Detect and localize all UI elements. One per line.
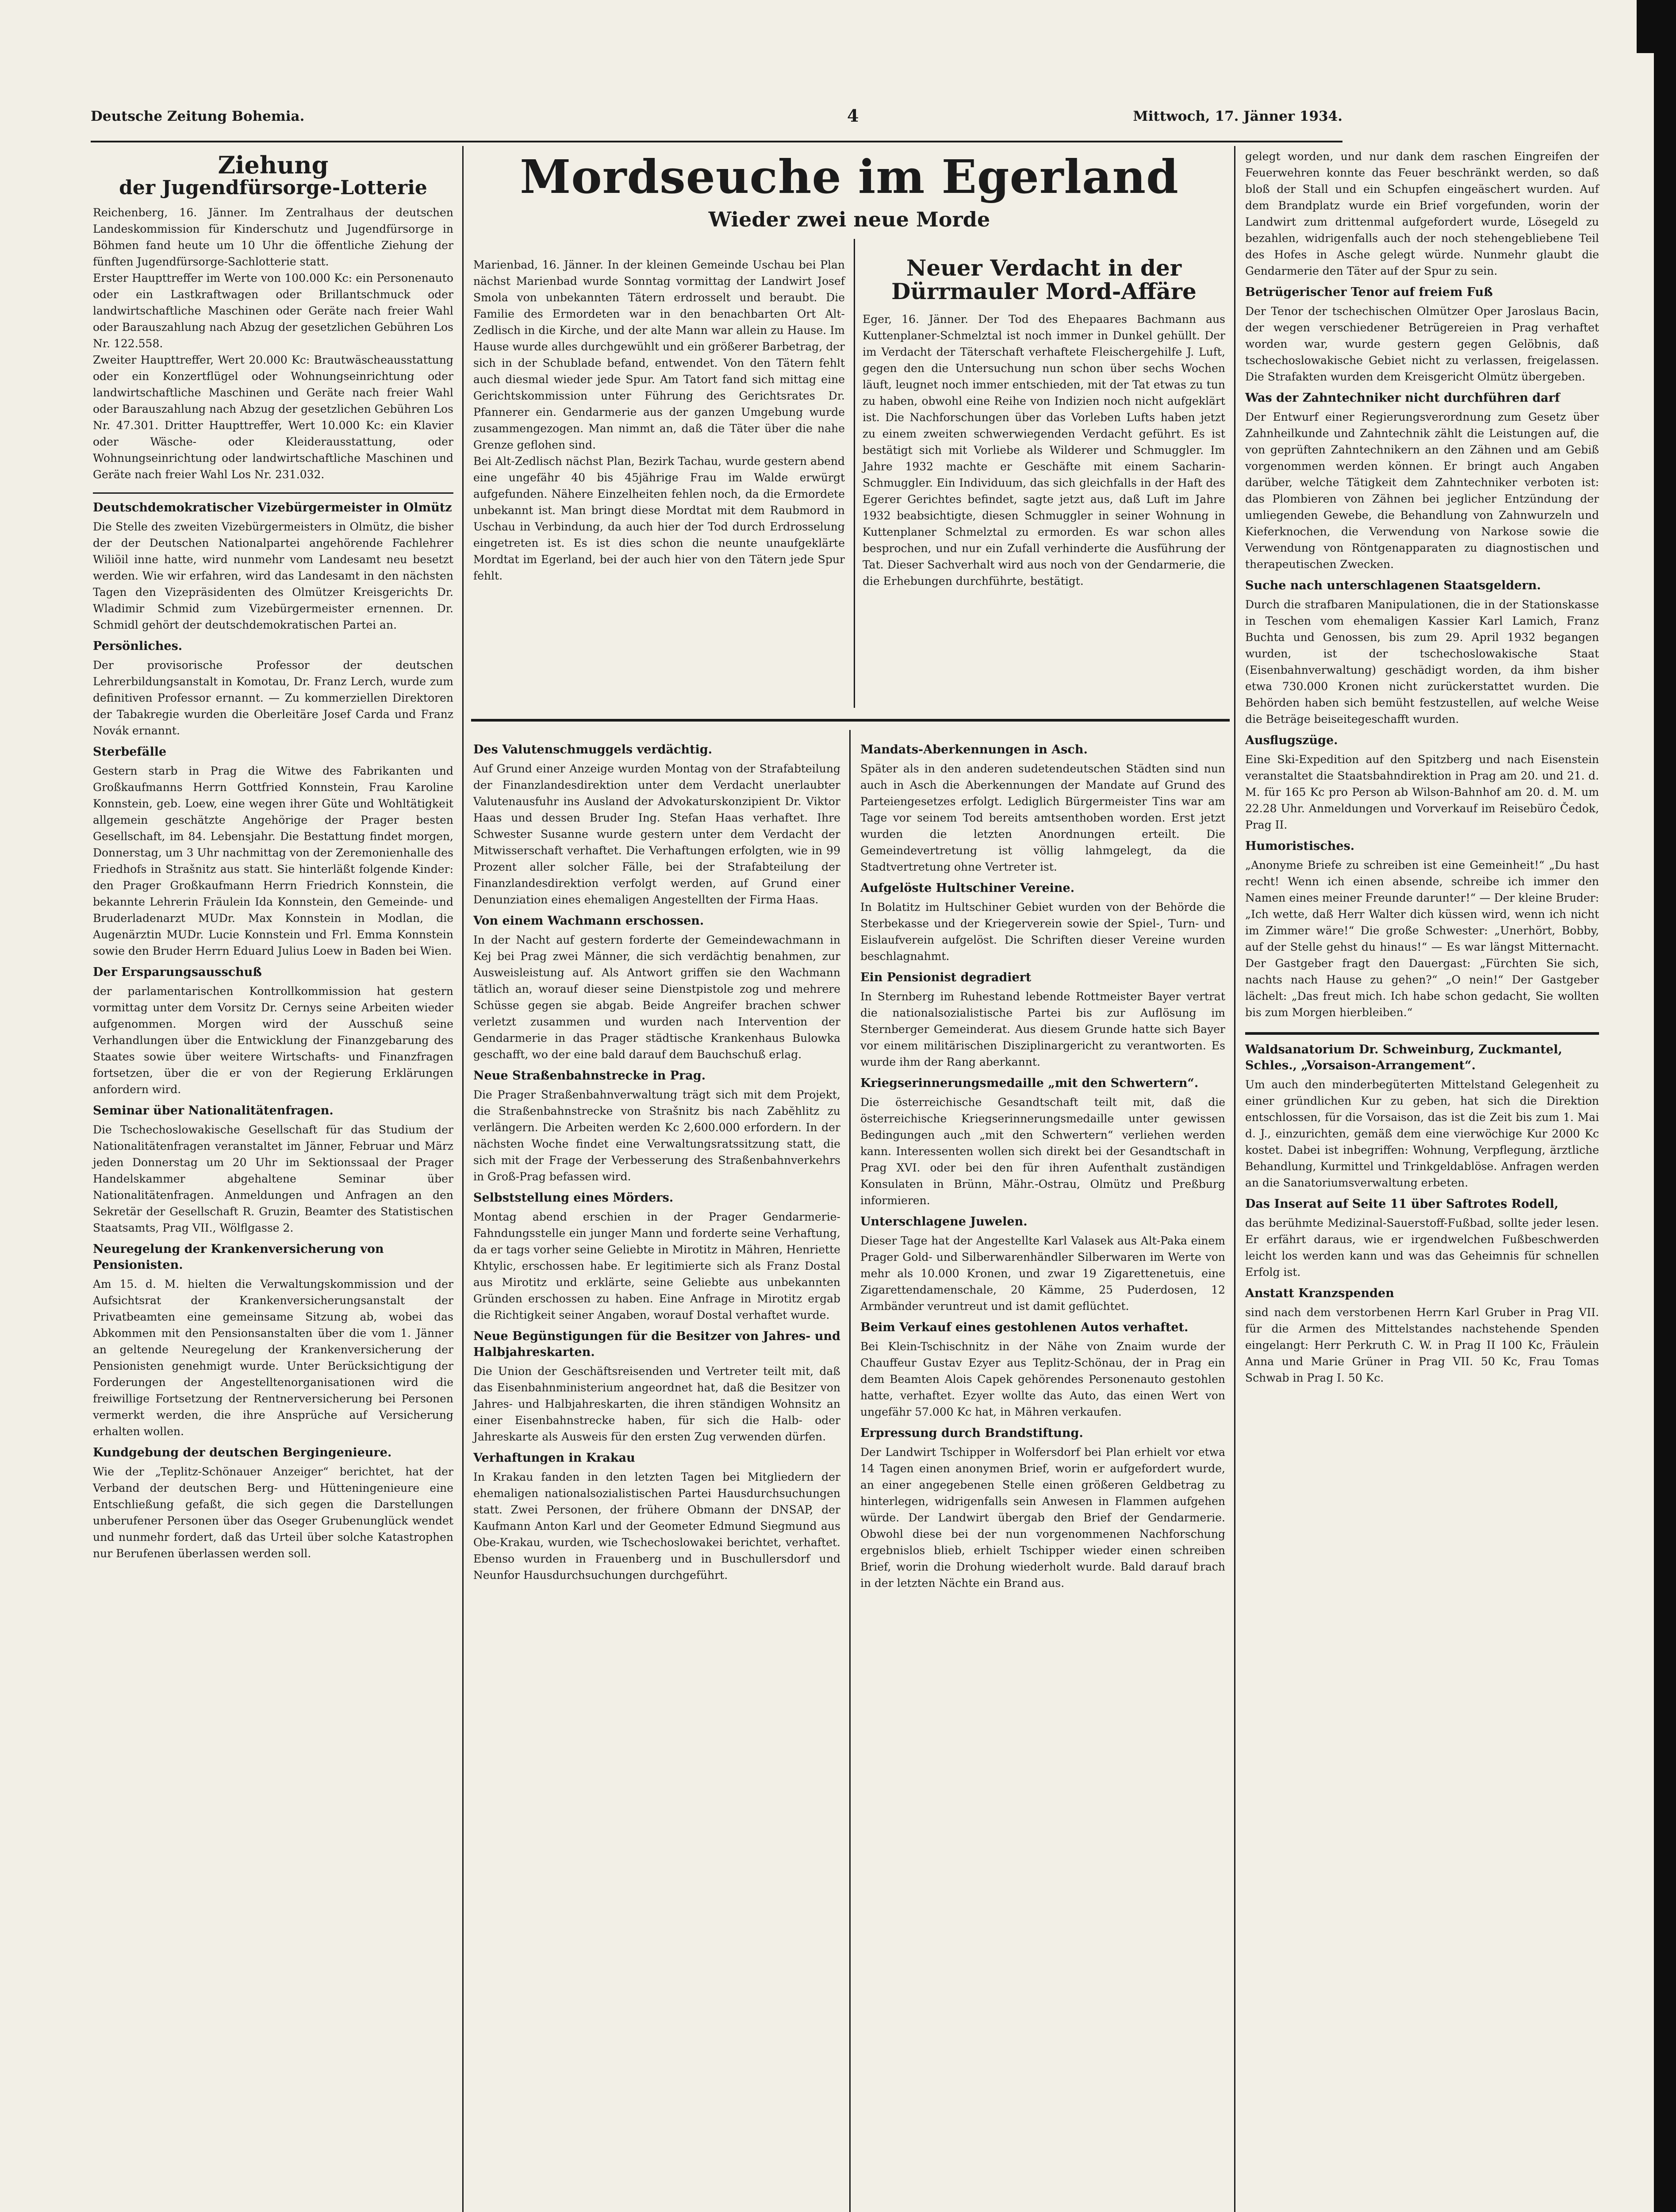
article-text: Auf Grund einer Anzeige wurden Montag von der Strafabteilung der Finanzlandesdirektion unter dem Verdacht unerlaubter Valutenausfuhr ins Ausland der Advokaturskonzipient Dr. Viktor Haas und dessen Bruder Ing. Stefan Haas verhaftet. Ihre Schwester Susanne wurde gestern unter dem Verdacht der Mitwisserschaft verhaftet. Die Verhaftungen erfolgten, wie in 99 Prozent aller solcher Fälle, bei der Strafabteilung der Finanzlandesdirektion verfolgt werden, auf Grund einer Denunziation eines ehemaligen Angestellten der Firma Haas. bbox=[473, 762, 840, 906]
separator bbox=[93, 492, 453, 494]
article-text: Durch die strafbaren Manipulationen, die in der Stationskasse in Teschen vom ehemaligen Kassier Karl Lamich, Franz Buchta und Genossen, bis zum 29. April 1932 begangen wurden, ist der tschechoslowakische Staat (Eisenbahnverwaltung) geschädigt worden, da ihm bisher etwa 730.000 Kronen nicht zurückerstattet wurden. Die Behörden haben sich bemüht festzustellen, auf welche Weise die Beträge beiseitegeschafft wurden. bbox=[1245, 598, 1599, 726]
article-text: Der Landwirt Tschipper in Wolfersdorf bei Plan erhielt vor etwa 14 Tagen einen anonymen Brief, worin er aufgefordert wurde, an einer angegebenen Stelle einen größeren Geldbetrag zu hinterlegen, widrigenfalls sein Anwesen in Flammen aufgehen würde. Der Landwirt übergab den Brief der Gendarmerie. Obwohl diese bei der nun vorgenommenen Nachforschung ergebnislos blieb, erhielt Tschipper wieder einen schreiben Brief, worin die Drohung wiederholt wurde. Bald darauf brach in der letzten Nächte ein Brand aus. bbox=[860, 1446, 1225, 1590]
article-title: Selbststellung eines Mörders. bbox=[473, 1191, 674, 1205]
advert-title: Das Inserat auf Seite 11 über Saftrotes Rodell, bbox=[1245, 1197, 1559, 1211]
lottery-headline-1: Ziehung bbox=[218, 151, 329, 179]
lead-story-body bbox=[473, 257, 845, 584]
article-title: Neuregelung der Krankenversicherung von Pensionisten. bbox=[93, 1242, 384, 1272]
article-title: Persönliches. bbox=[93, 639, 183, 653]
article-text: In der Nacht auf gestern forderte der Gemeindewachmann in Kej bei Prag zwei Männer, die sich verdächtig benahmen, zur Ausweisleistung auf. Als Antwort griffen sie den Wachmann tätlich an, worauf dieser seine Dienstpistole zog und mehrere Schüsse gegen sie abgab. Beide Angreifer brachen schwer verletzt zusammen und wurden nach Intervention der Gendarmerie in das Prager städtische Krankenhaus Bulowka geschafft, wo der eine bald darauf dem Bauchschuß erlag. bbox=[473, 933, 840, 1061]
article-title: Deutschdemokratischer Vizebürgermeister in Olmütz bbox=[93, 500, 452, 515]
article-text: „Anonyme Briefe zu schreiben ist eine Gemeinheit!“ „Du hast recht! Wenn ich einen absende, schreibe ich immer den Namen eines meiner Freunde darunter!“ — Der kleine Bruder: „Ich wette, daß Herr Walter dich küssen wird, wenn ich nicht im Zimmer wäre!“ Die große Schwester: „Unerhört, Bobby, auf der Stelle gehst du hinaus!“ — Es war längst Mitternacht. Der Gastgeber fragt den Dauergast: „Fürchten Sie sich, nachts nach Hause zu gehen?“ „O nein!“ Der Gastgeber lächelt: „Das freut mich. Ich habe schon gedacht, Sie wollten bis zum Morgen hierbleiben.“ bbox=[1245, 859, 1599, 1019]
article-text: Der Entwurf einer Regierungsverordnung zum Gesetz über Zahnheilkunde und Zahntechnik zählt die Leistungen auf, die von geprüften Zahntechnikern an den Zähnen und am Gebiß vorgenommen werden können. Er bringt auch Angaben darüber, welche Tätigkeit dem Zahntechniker verboten ist: das Plombieren von Zähnen bei jeglicher Entzündung der umliegenden Gewebe, die Behandlung von Zahnwurzeln und Kieferknochen, die Verwendung von Narkose sowie die Verwendung von Röntgenapparaten zu diagnostischen und therapeutischen Zwecken. bbox=[1245, 411, 1599, 571]
article-title: Seminar über Nationalitätenfragen. bbox=[93, 1103, 334, 1118]
lead-text-1: Marienbad, 16. Jänner. In der kleinen Gemeinde Uschau bei Plan nächst Marienbad wurde Sonntag vormittag der Landwirt Josef Smola von unbekannten Tätern erdrosselt und beraubt. Die Familie des Ermordeten war in den benachbarten Ort Alt-Zedlisch in die Kirche, und der alte Mann war allein zu Hause. Im Hause wurde alles durchgewühlt und ein größerer Barbetrag, der sich in der Schublade befand, entwendet. Von den Tätern fehlt auch diesmal wieder jede Spur. Am Tatort fand sich mittag eine Gerichtskommission unter Führung des Gerichtsrates Dr. Pfannerer ein. Gendarmerie aus der ganzen Umgebung wurde zusammengezogen. Man nimmt an, daß die Täter über die nahe Grenze geflohen sind. bbox=[473, 258, 845, 451]
scan-dark-corner bbox=[1637, 0, 1676, 53]
column-rule-3 bbox=[1234, 146, 1235, 2212]
lead-headline: Mordseuche im Egerland bbox=[520, 150, 1179, 204]
separator bbox=[1245, 1032, 1599, 1035]
article-text: Der Tenor der tschechischen Olmützer Oper Jaroslaus Bacin, der wegen verschiedener Betrügereien in Prag verhaftet worden war, wurde gestern gegen Gelöbnis, daß tschechoslowakische Gebiet nicht zu verlassen, freigelassen. Die Strafakten wurden dem Kreisgericht Olmütz übergeben. bbox=[1245, 305, 1599, 383]
article-text: der parlamentarischen Kontrollkommission hat gestern vormittag unter dem Vorsitz Dr. Cernys seine Arbeiten wieder aufgenommen. Morgen wird der Ausschuß seine Verhandlungen über die Entwicklung der Finanzgebarung des Staates sowie über weitere Wirtschafts- und Finanzfragen fortsetzen, über die er von der Regierung Erklärungen anfordern wird. bbox=[93, 984, 453, 1096]
column-rule-1 bbox=[462, 146, 464, 2212]
article-text: Eine Ski-Expedition auf den Spitzberg und nach Eisenstein veranstaltet die Staatsbahndirektion in Prag am 20. und 21. d. M. für 165 Kc pro Person ab Wilson-Bahnhof am 20. d. M. um 22.28 Uhr. Anmeldungen und Vorverkauf im Reisebüro Čedok, Prag II. bbox=[1245, 753, 1599, 831]
article-text: Die Union der Geschäftsreisenden und Vertreter teilt mit, daß das Eisenbahnministerium angeordnet hat, daß die Besitzer von Jahres- und Halbjahreskarten, die ihren ständigen Wohnsitz an einer Eisenbahnstrecke haben, für sich die Halb- oder Jahreskarte als Ausweis für den ersten Zug verwenden dürfen. bbox=[473, 1365, 840, 1443]
side-headline: Neuer Verdacht in der Dürrmauler Mord-Affäre bbox=[891, 255, 1197, 304]
article-text: Die österreichische Gesandtschaft teilt mit, daß die österreichische Kriegserinnerungsmedaille unter gewissen Bedingungen auch „mit den Schwertern“ verliehen werden kann. Interessenten wollen sich direkt bei der Gesandtschaft in Prag XVI. oder bei den für ihren Aufenthalt zuständigen Konsulaten in Brünn, Mähr.-Ostrau, Olmütz und Preßburg informieren. bbox=[860, 1096, 1225, 1207]
newspaper-name: Deutsche Zeitung Bohemia. bbox=[91, 108, 305, 124]
advert-text: das berühmte Medizinal-Sauerstoff-Fußbad, sollte jeder lesen. Er erfährt daraus, wie er irgendwelchen Fußbeschwerden leicht los werden kann und was das Geheimnis für schnellen Erfolg ist. bbox=[1245, 1217, 1599, 1279]
header-rule bbox=[91, 141, 1342, 142]
article-text: Dieser Tage hat der Angestellte Karl Valasek aus Alt-Paka einem Prager Gold- und Silberwarenhändler Silberwaren im Werte von mehr als 10.000 Kronen, und zwar 19 Zigarettenetuis, eine Zigarettendamenschale, 20 Kämme, 25 Puderdosen, 12 Armbänder veruntreut und ist damit geflüchtet. bbox=[860, 1234, 1225, 1313]
article-title: Neue Begünstigungen für die Besitzer von Jahres- und Halbjahreskarten. bbox=[473, 1329, 840, 1359]
article-text: Die Tschechoslowakische Gesellschaft für das Studium der Nationalitätenfragen veranstaltet im Jänner, Februar und März jeden Donnerstag um 20 Uhr im Sektionssaal der Prager Handelskammer abgehaltene Seminar über Nationalitätenfragen. Anmeldungen und Anfragen an den Sekretär der Gesellschaft R. Gruzin, Beamter des Statistischen Staatsamts, Prag VII., Wölflgasse 2. bbox=[93, 1123, 453, 1234]
article-title: Humoristisches. bbox=[1245, 839, 1355, 853]
lottery-headline-2: der Jugendfürsorge-Lotterie bbox=[119, 176, 427, 199]
side-story-rule bbox=[854, 239, 855, 708]
article-title: Betrügerischer Tenor auf freiem Fuß bbox=[1245, 285, 1493, 299]
article-title: Kundgebung der deutschen Bergingenieure. bbox=[93, 1445, 392, 1459]
lead-subheadline: Wieder zwei neue Morde bbox=[708, 207, 990, 232]
article-title: Des Valutenschmuggels verdächtig. bbox=[473, 743, 713, 757]
column-3 bbox=[860, 737, 1225, 1591]
issue-date: Mittwoch, 17. Jänner 1934. bbox=[1133, 108, 1342, 124]
article-text: In Sternberg im Ruhestand lebende Rottmeister Bayer vertrat die nationalsozialistische Partei bis zur Auflösung im Sternberger Gemeinderat. Aus diesem Grunde hatte sich Bayer vor einem militärischen Disziplinargericht zu verantworten. Es wurde ihm der Rang aberkannt. bbox=[860, 990, 1225, 1068]
notice-title: Anstatt Kranzspenden bbox=[1245, 1286, 1394, 1300]
article-title: Was der Zahntechniker nicht durchführen darf bbox=[1245, 391, 1560, 405]
scan-dark-edge bbox=[1654, 0, 1676, 2212]
article-title: Ausflugszüge. bbox=[1245, 733, 1338, 747]
article-title: Neue Straßenbahnstrecke in Prag. bbox=[473, 1069, 706, 1083]
running-head bbox=[91, 108, 1342, 135]
article-title: Mandats-Aberkennungen in Asch. bbox=[860, 743, 1088, 757]
lottery-text-3: Zweiter Haupttreffer, Wert 20.000 Kc: Brautwäscheausstattung oder ein Konzertflügel oder Wohnungseinrichtung oder landwirtschaftliche Maschinen und Geräte nach freier Wahl oder Barauszahlung nach Abzug der gesetzlichen Gebühren Los Nr. 47.301. Dritter Haupttreffer, Wert 10.000 Kc: ein Klavier oder Wäsche- oder Kleiderausstattung, oder Wohnungseinrichtung oder landwirtschaftliche Maschinen und Geräte nach freier Wahl Los Nr. 231.032. bbox=[93, 353, 453, 481]
article-text: Montag abend erschien in der Prager Gendarmerie-Fahndungsstelle ein junger Mann und forderte seine Verhaftung, da er tags vorher seine Geliebte in Mirotitz in Mähren, Henriette Khtylic, erschossen habe. Er legitimierte sich als Franz Dostal aus Mirotitz und erklärte, seine Geliebte aus unbekannten Gründen erschossen zu haben. Eine Anfrage in Mirotitz ergab die Richtigkeit seiner Angaben, worauf Dostal verhaftet wurde. bbox=[473, 1210, 840, 1321]
advert-text: Um auch den minderbegüterten Mittelstand Gelegenheit zu einer gründlichen Kur zu geben, hat sich die Direktion entschlossen, für die Vorsaison, das ist die Zeit bis zum 1. Mai d. J., einzurichten, gemäß dem eine vierwöchige Kur 2000 Kc kostet. Dabei ist inbegriffen: Wohnung, Verpflegung, ärztliche Behandlung, Kurmittel und Trinkgeldablöse. Anfragen werden an die Sanatoriumsverwaltung erbeten. bbox=[1245, 1078, 1599, 1189]
article-continuation: gelegt worden, und nur dank dem raschen Eingreifen der Feuerwehren konnte das Feuer beschränkt werden, so daß bloß der Stall und ein Schupfen eingeäschert wurden. Auf dem Brandplatz wurde ein Brief vorgefunden, worin der Landwirt zum drittenmal aufgefordert wurde, Lösegeld zu bezahlen, widrigenfalls auch der noch stehengebliebene Teil des Hofes in Asche gelegt würde. Nunmehr glaubt die Gendarmerie den Täter auf der Spur zu sein. bbox=[1245, 150, 1599, 277]
article-title: Aufgelöste Hultschiner Vereine. bbox=[860, 881, 1075, 895]
lottery-text-2: Erster Haupttreffer im Werte von 100.000 Kc: ein Personenauto oder ein Lastkraftwagen oder Brillantschmuck oder landwirtschaftliche Maschinen oder Geräte nach freier Wahl oder Barauszahlung nach Abzug der gesetzlichen Gebühren Los Nr. 122.558. bbox=[93, 271, 453, 350]
article-text: Bei Klein-Tschischnitz in der Nähe von Znaim wurde der Chauffeur Gustav Ezyer aus Teplitz-Schönau, der in Prag ein dem Beamten Alois Capek gehörendes Personenauto gestohlen hatte, verhaftet. Ezyer wollte das Auto, das einen Wert von ungefähr 57.000 Kc hat, in Mähren verkaufen. bbox=[860, 1340, 1225, 1418]
lead-text-2: Bei Alt-Zedlisch nächst Plan, Bezirk Tachau, wurde gestern abend eine ungefähr 40 bis 45jährige Frau im Walde erwürgt aufgefunden. Nähere Einzelheiten fehlen noch, da die Ermordete unbekannt ist. Man bringt diese Mordtat mit dem Raubmord in Uschau in Verbindung, da auch hier der Tod durch Erdrosselung eingetreten ist. Es ist dies schon die neunte unaufgeklärte Mordtat im Egerland, bei der auch hier von den Tätern jede Spur fehlt. bbox=[473, 455, 845, 582]
article-title: Kriegserinnerungsmedaille „mit den Schwertern“. bbox=[860, 1076, 1199, 1090]
article-title: Von einem Wachmann erschossen. bbox=[473, 914, 704, 928]
article-title: Verhaftungen in Krakau bbox=[473, 1451, 635, 1465]
column-1 bbox=[93, 153, 453, 1562]
article-text: Wie der „Teplitz-Schönauer Anzeiger“ berichtet, hat der Verband der deutschen Berg- und Hütteningenieure eine Entschließung gefaßt, die sich gegen die Darstellungen unberufener Personen über das Oseger Grubenunglück wendet und nunmehr fordert, daß das Urteil über solche Katastrophen nur Berufenen überlassen werden soll. bbox=[93, 1465, 453, 1560]
article-text: Gestern starb in Prag die Witwe des Fabrikanten und Großkaufmanns Herrn Gottfried Konnstein, Frau Karoline Konnstein, geb. Loew, eine wegen ihrer Güte und Wohltätigkeit allgemein geschätzte Angehörige der Prager besten Gesellschaft, im 84. Lebensjahr. Die Bestattung findet morgen, Donnerstag, um 3 Uhr nachmittag von der Zeremonienhalle des Friedhofs in Strašnitz aus statt. Sie hinterläßt folgende Kinder: den Prager Großkaufmann Herrn Friedrich Konnstein, die bekannte Lehrerin Fräulein Ida Konnstein, den Gemeinde- und Bruderladenarzt MUDr. Max Konnstein in Modlan, die Augenärztin MUDr. Lucie Konnstein und Frl. Emma Konnstein sowie den Bruder Herrn Eduard Julius Loew in Baden bei Wien. bbox=[93, 764, 453, 957]
advert-title: Waldsanatorium Dr. Schweinburg, Zuckmantel, Schles., „Vorsaison-Arrangement“. bbox=[1245, 1043, 1562, 1072]
column-2 bbox=[473, 737, 840, 1583]
article-title: Ein Pensionist degradiert bbox=[860, 971, 1032, 984]
page-number: 4 bbox=[847, 106, 859, 126]
article-text: Am 15. d. M. hielten die Verwaltungskommission und der Aufsichtsrat der Krankenversicherungsanstalt der Privatbeamten eine gemeinsame Sitzung ab, wobei das Abkommen mit den Pensionsanstalten über die vom 1. Jänner an geltende Neuregelung der Krankenversicherung der Pensionisten genehmigt wurde. Unter Berücksichtigung der Forderungen der Angestelltenorganisationen wird die freiwillige Fortsetzung der Rentnerversicherung bei Personen vermerkt werden, die ihre Ansprüche auf Versicherung erhalten wollen. bbox=[93, 1277, 453, 1438]
column-4 bbox=[1245, 148, 1599, 1386]
article-title: Suche nach unterschlagenen Staatsgeldern. bbox=[1245, 579, 1541, 592]
article-title: Erpressung durch Brandstiftung. bbox=[860, 1426, 1083, 1440]
lead-story bbox=[473, 150, 1225, 232]
article-text: Die Stelle des zweiten Vizebürgermeisters in Olmütz, die bisher der der Deutschen Nationalpartei angehörende Fachlehrer Wiliöil inne hatte, wird nunmehr vom Landesamt neu besetzt werden. Wie wir erfahren, wird das Landesamt in den nächsten Tagen den Vizepräsidenten des Olmützer Kreisgerichts Dr. Wladimir Schmid zum Vizebürgermeister ernennen. Dr. Schmidl gehört der deutschdemokratischen Partei an. bbox=[93, 520, 453, 631]
article-title: Der Ersparungsausschuß bbox=[93, 965, 262, 979]
article-title: Beim Verkauf eines gestohlenen Autos verhaftet. bbox=[860, 1321, 1189, 1334]
article-text: In Krakau fanden in den letzten Tagen bei Mitgliedern der ehemaligen nationalsozialistischen Partei Hausdurchsuchungen statt. Zwei Personen, der frühere Obmann der DNSAP, der Kaufmann Anton Karl und der Geometer Edmund Siegmund aus Obe-Krakau, wurden, wie Tschechoslowakei berichtet, verhaftet. Ebenso wurden in Frauenberg und in Buschullersdorf und Neunfor Hausdurchsuchungen durchgeführt. bbox=[473, 1471, 840, 1582]
column-rule-2 bbox=[849, 730, 851, 2212]
notice-text: sind nach dem verstorbenen Herrn Karl Gruber in Prag VII. für die Armen des Mittelstandes nachstehende Spenden eingelangt: Herr Perkruth C. W. in Prag II 100 Kc, Fräulein Anna und Marie Grüner in Prag VII. 50 Kc, Frau Tomas Schwab in Prag I. 50 Kc. bbox=[1245, 1306, 1599, 1384]
side-text: Eger, 16. Jänner. Der Tod des Ehepaares Bachmann aus Kuttenplaner-Schmelztal ist noch immer in Dunkel gehüllt. Der im Verdacht der Täterschaft verhaftete Fleischergehilfe J. Luft, gegen den die Untersuchung nun schon über sechs Wochen läuft, leugnet noch immer entschieden, mit der Tat etwas zu tun zu haben, obwohl eine Reihe von Indizien noch nicht aufgeklärt ist. Die Nachforschungen über das Vorleben Lufts haben jetzt zu einem zweiten schwerwiegenden Verdacht geführt. Es ist bestätigt sich mit Vorliebe als Wilderer und Schmuggler. Im Jahre 1932 machte er Geschäfte mit einem Sacharin-Schmuggler. Ein Individuum, das sich gleichfalls in der Haft des Egerer Gerichtes befindet, sagte jetzt aus, daß Luft im Jahre 1932 beabsichtigte, diesen Schmuggler in seiner Wohnung in Kuttenplaner Schmelztal zu ermorden. Es war schon alles besprochen, und nur ein Zufall verhinderte die Ausführung der Tat. Dieser Sachverhalt wird aus noch von der Gendarmerie, die die Erhebungen durchführte, bestätigt. bbox=[863, 313, 1225, 588]
side-story bbox=[863, 257, 1225, 589]
lead-story-rule bbox=[471, 719, 1230, 722]
article-text: Die Prager Straßenbahnverwaltung trägt sich mit dem Projekt, die Straßenbahnstrecke von Strašnitz bis nach Zabĕhlitz zu verlängern. Die Arbeiten werden Kc 2,600.000 erfordern. In der nächsten Woche findet eine Verwaltungsratssitzung statt, die sich mit der Frage der Verbesserung des Straßenbahnverkehrs in Groß-Prag befassen wird. bbox=[473, 1088, 840, 1183]
article-title: Unterschlagene Juwelen. bbox=[860, 1215, 1028, 1229]
lottery-text-1: Reichenberg, 16. Jänner. Im Zentralhaus der deutschen Landeskommission für Kinderschutz und Jugendfürsorge in Böhmen fand heute um 10 Uhr die öffentliche Ziehung der fünften Jugendfürsorge-Sachlotterie statt. bbox=[93, 206, 453, 268]
article-title: Sterbefälle bbox=[93, 745, 167, 759]
article-text: Später als in den anderen sudetendeutschen Städten sind nun auch in Asch die Aberkennungen der Mandate auf Grund des Parteiengesetzes erfolgt. Lediglich Bürgermeister Tins war am Tage vor seinem Tod bereits amtsenthoben worden. Erst jetzt wurden die letzten Anordnungen erteilt. Die Gemeindevertretung ist völlig lahmgelegt, da die Stadtvertretung ohne Vertreter ist. bbox=[860, 762, 1225, 873]
article-text: In Bolatitz im Hultschiner Gebiet wurden von der Behörde die Sterbekasse und der Kriegerverein sowie der Spiel-, Turn- und Eislaufverein aufgelöst. Die Schriften dieser Vereine wurden beschlagnahmt. bbox=[860, 901, 1225, 963]
article-text: Der provisorische Professor der deutschen Lehrerbildungsanstalt in Komotau, Dr. Franz Lerch, wurde zum definitiven Professor ernannt. — Zu kommerziellen Direktoren der Tabakregie wurden die Oberleitäre Josef Carda und Franz Novák ernannt. bbox=[93, 658, 453, 737]
